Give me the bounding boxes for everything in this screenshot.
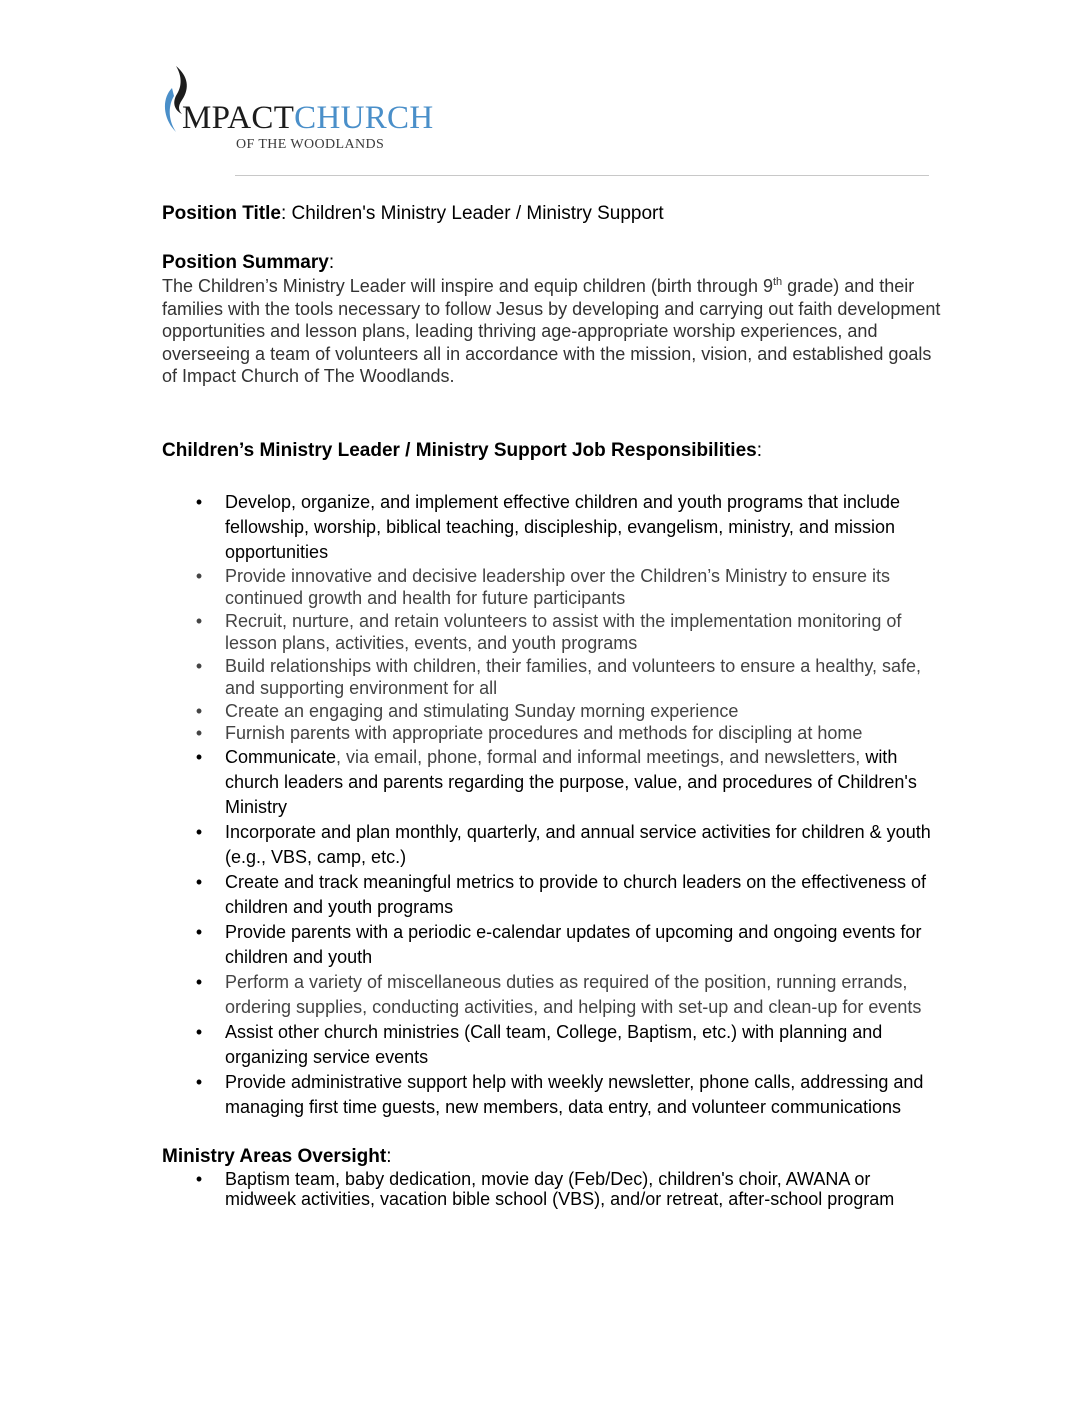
list-item-text: Perform a variety of miscellaneous duties as required of the position, running errands, ordering supplies, conducting activities, and helping with set-up and clean-up for events bbox=[225, 971, 922, 1017]
bullet-icon: • bbox=[195, 1168, 203, 1189]
list-item bbox=[162, 745, 942, 820]
list-item bbox=[162, 610, 942, 655]
heading-colon: : bbox=[386, 1145, 392, 1167]
list-item bbox=[162, 970, 942, 1020]
list-item bbox=[162, 820, 942, 870]
list-item-text: Build relationships with children, their families, and volunteers to ensure a healthy, safe, and supporting environment for all bbox=[225, 655, 922, 698]
heading-colon: : bbox=[328, 252, 335, 273]
responsibilities-heading-label: Children’s Ministry Leader / Ministry Support Job Responsibilities bbox=[162, 439, 757, 461]
list-item-text: Communicate bbox=[225, 746, 337, 767]
position-summary-label: Position Summary bbox=[162, 252, 329, 273]
list-item-text: , via email, phone, formal and informal meetings, and newsletters, bbox=[336, 746, 861, 767]
list-item-text: Provide innovative and decisive leadership over the Children’s Ministry to ensure its continued growth and health for future participants bbox=[225, 565, 891, 608]
list-item-text: Develop, organize, and implement effective children and youth programs that include fellowship, worship, biblical teaching, discipleship, evangelism, ministry, and mission opportunities bbox=[225, 491, 901, 562]
list-item bbox=[162, 870, 942, 920]
list-item-text: Create and track meaningful metrics to provide to church leaders on the effectiveness of children and youth programs bbox=[225, 871, 927, 917]
document-body bbox=[162, 202, 942, 1209]
list-item bbox=[162, 655, 942, 700]
responsibilities-list bbox=[162, 490, 942, 1120]
list-item-text: Provide parents with a periodic e-calendar updates of upcoming and ongoing events for children and youth bbox=[225, 921, 922, 967]
logo-wordmark bbox=[182, 102, 434, 135]
list-item-text: Assist other church ministries (Call team, College, Baptism, etc.) with planning and organizing service events bbox=[225, 1021, 883, 1067]
bullet-icon: • bbox=[195, 1021, 203, 1042]
list-item bbox=[162, 722, 942, 745]
list-item-text: Incorporate and plan monthly, quarterly, and annual service activities for children & youth (e.g., VBS, camp, etc.) bbox=[225, 821, 931, 867]
list-item-text: Recruit, nurture, and retain volunteers to assist with the implementation monitoring of lesson plans, activities, events, and youth programs bbox=[225, 610, 902, 653]
responsibilities-heading bbox=[162, 439, 942, 463]
list-item-text: Baptism team, baby dedication, movie day (Feb/Dec), children's choir, AWANA or midweek activities, vacation bible school (VBS), and/or retreat, after-school program bbox=[225, 1168, 895, 1209]
list-item bbox=[162, 920, 942, 970]
bullet-icon: • bbox=[195, 655, 203, 676]
bullet-icon: • bbox=[195, 746, 203, 767]
position-title-label: Position Title bbox=[162, 203, 281, 224]
position-title bbox=[162, 202, 942, 226]
summary-superscript: th bbox=[772, 276, 783, 288]
position-summary-heading bbox=[162, 251, 942, 275]
oversight-heading-label: Ministry Areas Oversight bbox=[162, 1145, 387, 1167]
list-item bbox=[162, 1020, 942, 1070]
logo-subtitle: OF THE WOODLANDS bbox=[236, 137, 385, 152]
list-item-text: with church leaders and parents regarding the purpose, value, and procedures of Children's Ministry bbox=[225, 746, 917, 817]
header-divider bbox=[235, 175, 929, 176]
summary-text-part: grade) and their families with the tools necessary to follow Jesus by developing and carrying out faith development opportunities and lesson plans, leading thriving age-appropriate worship experiences, and overseeing a team of volunteers all in accordance with the mission, vision, and established goals of Impact Church of The Woodlands. bbox=[162, 276, 941, 386]
logo-church-text: CHURCH bbox=[294, 100, 434, 136]
list-item bbox=[162, 1070, 942, 1120]
list-item-text: Create an engaging and stimulating Sunday morning experience bbox=[225, 700, 739, 721]
bullet-icon: • bbox=[195, 971, 203, 992]
list-item-text: Provide administrative support help with weekly newsletter, phone calls, addressing and managing first time guests, new members, data entry, and volunteer communications bbox=[225, 1071, 924, 1117]
church-logo bbox=[160, 62, 440, 157]
oversight-heading bbox=[162, 1145, 942, 1169]
bullet-icon: • bbox=[195, 610, 203, 631]
bullet-icon: • bbox=[195, 723, 203, 743]
list-item bbox=[162, 1169, 942, 1209]
list-item-text: Furnish parents with appropriate procedures and methods for discipling at home bbox=[225, 723, 863, 743]
bullet-icon: • bbox=[195, 491, 203, 512]
bullet-icon: • bbox=[195, 565, 203, 586]
position-summary-text bbox=[162, 275, 942, 388]
bullet-icon: • bbox=[195, 700, 203, 721]
bullet-icon: • bbox=[195, 821, 203, 842]
bullet-icon: • bbox=[195, 1071, 203, 1092]
list-item bbox=[162, 490, 942, 565]
position-title-value: : Children's Ministry Leader / Ministry Support bbox=[280, 203, 664, 224]
heading-colon: : bbox=[756, 439, 763, 461]
logo-impact-text: MPACT bbox=[182, 100, 295, 136]
bullet-icon: • bbox=[195, 921, 203, 942]
bullet-icon: • bbox=[195, 871, 203, 892]
list-item bbox=[162, 565, 942, 610]
oversight-list bbox=[162, 1169, 942, 1209]
summary-text-part: The Children’s Ministry Leader will inspire and equip children (birth through 9 bbox=[162, 276, 773, 296]
list-item bbox=[162, 700, 942, 723]
